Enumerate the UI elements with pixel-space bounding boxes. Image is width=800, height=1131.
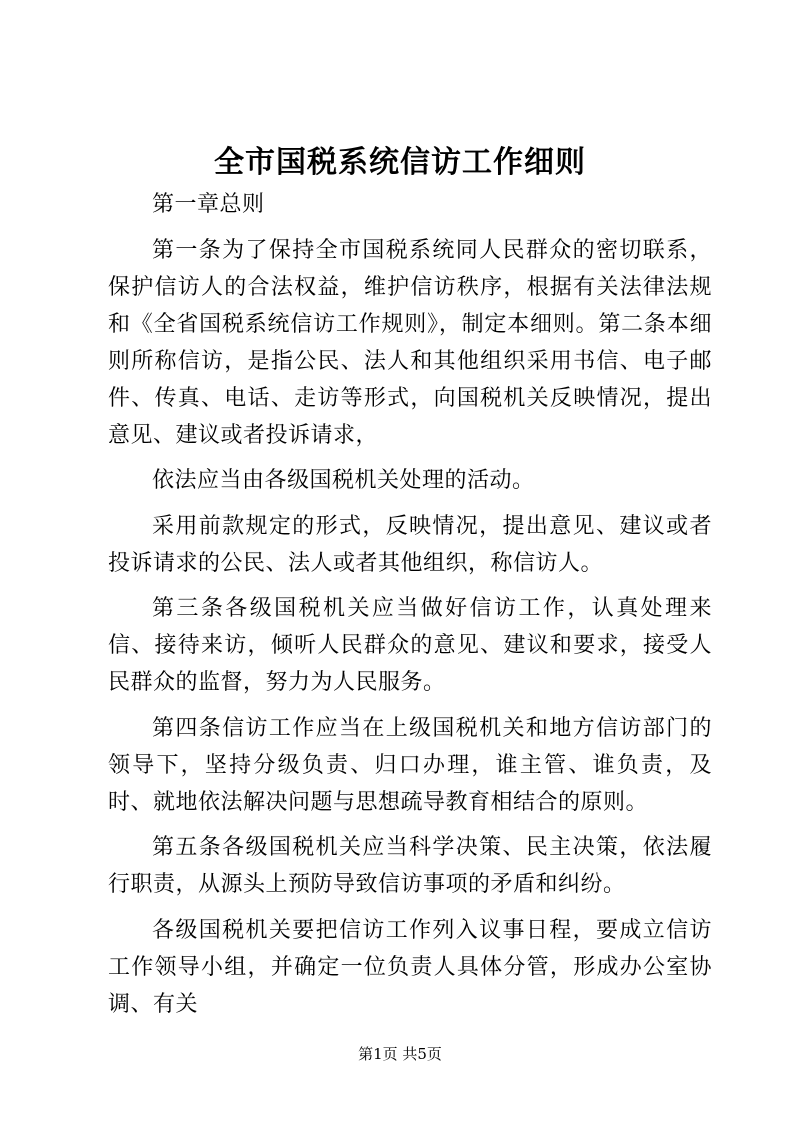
paragraph-article-5: 第五条各级国税机关应当科学决策、民主决策，依法履行职责，从源头上预防导致信访事项的矛盾和纠纷。 (108, 835, 712, 897)
paragraph-article-2-cont: 依法应当由各级国税机关处理的活动。 (152, 468, 535, 493)
paragraph-article-1-2: 第一条为了保持全市国税系统同人民群众的密切联系，保护信访人的合法权益，维护信访秩序，根据有关法律法规和《全省国税系统信访工作规则》，制定本细则。第二条本细则所称信访，是指公民、法人和其他组织采用书信、电子邮件、传真、电话、走访等形式，向国税机关反映情况，提出意见、建议或者投诉请求， (108, 237, 712, 448)
paragraph-article-3: 第三条各级国税机关应当做好信访工作，认真处理来信、接待来访，倾听人民群众的意见、建议和要求，接受人民群众的监督，努力为人民服务。 (108, 596, 712, 695)
paragraph-article-4: 第四条信访工作应当在上级国税机关和地方信访部门的领导下，坚持分级负责、归口办理，谁主管、谁负责，及时、就地依法解决问题与思想疏导教育相结合的原则。 (108, 715, 712, 815)
page-number-footer: 第1页 共5页 (358, 1045, 442, 1063)
chapter-heading: 第一章总则 (152, 192, 265, 217)
paragraph-article-5-cont: 各级国税机关要把信访工作列入议事日程，要成立信访工作领导小组，并确定一位负责人具体分管，形成办公室协调、有关 (108, 917, 712, 1017)
document-body (108, 186, 712, 1031)
paragraph-petitioner-definition: 采用前款规定的形式，反映情况，提出意见、建议或者投诉请求的公民、法人或者其他组织，称信访人。 (108, 513, 712, 576)
document-title: 全市国税系统信访工作细则 (214, 145, 586, 180)
